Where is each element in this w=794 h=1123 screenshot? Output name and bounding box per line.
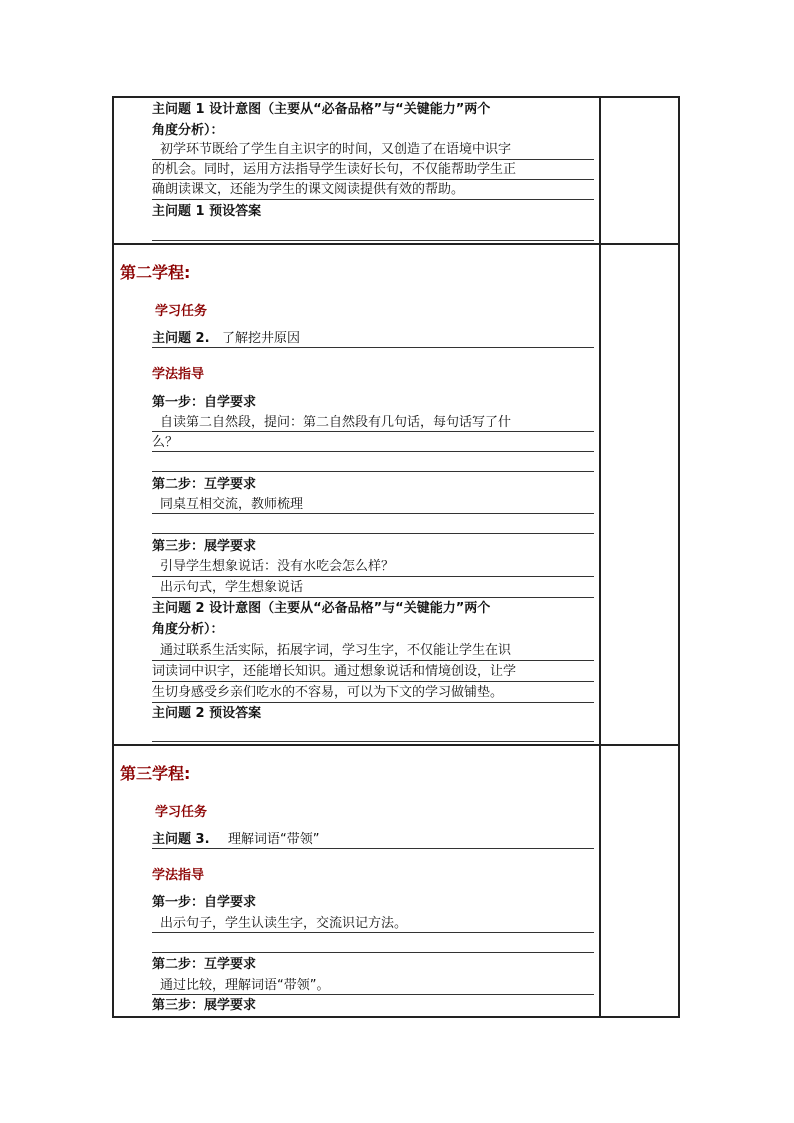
section-title-3: 第三学程: [120, 764, 191, 783]
step2-text-3: 通过比较，理解词语“带领”。 [160, 978, 330, 993]
q1-design-line-2: 的机会。同时，运用方法指导学生读好长句，不仅能帮助学生正 [152, 162, 517, 177]
step2-label-3: 第二步：互学要求 [152, 957, 257, 972]
answer-line [152, 240, 594, 241]
underline [152, 431, 594, 432]
q2-text: 了解挖井原因 [222, 331, 301, 346]
step3-label-3: 第三步：展学要求 [152, 998, 257, 1013]
method-label-3: 学法指导 [152, 868, 205, 883]
row-divider-2 [112, 744, 680, 746]
underline [152, 702, 594, 703]
step2-label-2: 第二步：互学要求 [152, 477, 257, 492]
step1-line-1: 自读第二自然段，提问：第二自然段有几句话，每句话写了什 [160, 415, 512, 430]
q1-answer-label: 主问题 1 预设答案 [152, 204, 262, 219]
underline [152, 347, 594, 348]
underline [152, 451, 594, 452]
step3-label-2: 第三步：展学要求 [152, 539, 257, 554]
task-label-3: 学习任务 [155, 805, 208, 820]
q1-design-title-cont: 角度分析）： [152, 123, 224, 138]
step3-line-2: 出示句式，学生想象说话 [160, 580, 304, 595]
underline [152, 848, 594, 849]
step1-label-3: 第一步：自学要求 [152, 895, 257, 910]
underline [152, 597, 594, 598]
q2-design-title-cont: 角度分析）： [152, 622, 224, 637]
q2-design-line-1: 通过联系生活实际，拓展字词，学习生字，不仅能让学生在识 [160, 643, 512, 658]
method-label-2: 学法指导 [152, 367, 205, 382]
underline [152, 179, 594, 180]
q2-design-line-3: 生切身感受乡亲们吃水的不容易，可以为下文的学习做铺垫。 [152, 685, 504, 700]
underline [152, 199, 594, 200]
column-divider [599, 96, 601, 1018]
underline [152, 952, 594, 953]
q2-design-title: 主问题 2 设计意图（主要从“必备品格”与“关键能力”两个 [152, 601, 491, 616]
underline [152, 576, 594, 577]
step2-text-2: 同桌互相交流，教师梳理 [160, 497, 304, 512]
q2-design-line-2: 词读词中识字，还能增长知识。通过想象说话和情境创设，让学 [152, 664, 517, 679]
step1-label-2: 第一步：自学要求 [152, 395, 257, 410]
q3-text: 理解词语“带领” [228, 832, 320, 847]
underline [152, 513, 594, 514]
answer-line [152, 741, 594, 742]
row-divider-1 [112, 243, 680, 245]
q1-design-line-3: 确朗读课文，还能为学生的课文阅读提供有效的帮助。 [152, 182, 465, 197]
step1-line-2: 么？ [152, 435, 179, 450]
underline [152, 660, 594, 661]
underline [152, 681, 594, 682]
q3-label: 主问题 3. [152, 832, 210, 847]
underline [152, 533, 594, 534]
section-title-2: 第二学程: [120, 263, 191, 282]
q1-design-line-1: 初学环节既给了学生自主识字的时间，又创造了在语境中识字 [160, 142, 512, 157]
q2-answer-label: 主问题 2 预设答案 [152, 706, 262, 721]
task-label-2: 学习任务 [155, 304, 208, 319]
q1-design-title: 主问题 1 设计意图（主要从“必备品格”与“关键能力”两个 [152, 102, 491, 117]
underline [152, 994, 594, 995]
underline [152, 159, 594, 160]
step1-text-3: 出示句子，学生认读生字，交流识记方法。 [160, 916, 408, 931]
q2-label: 主问题 2. [152, 331, 210, 346]
underline [152, 932, 594, 933]
underline [152, 471, 594, 472]
step3-line-1: 引导学生想象说话：没有水吃会怎么样？ [160, 559, 395, 574]
